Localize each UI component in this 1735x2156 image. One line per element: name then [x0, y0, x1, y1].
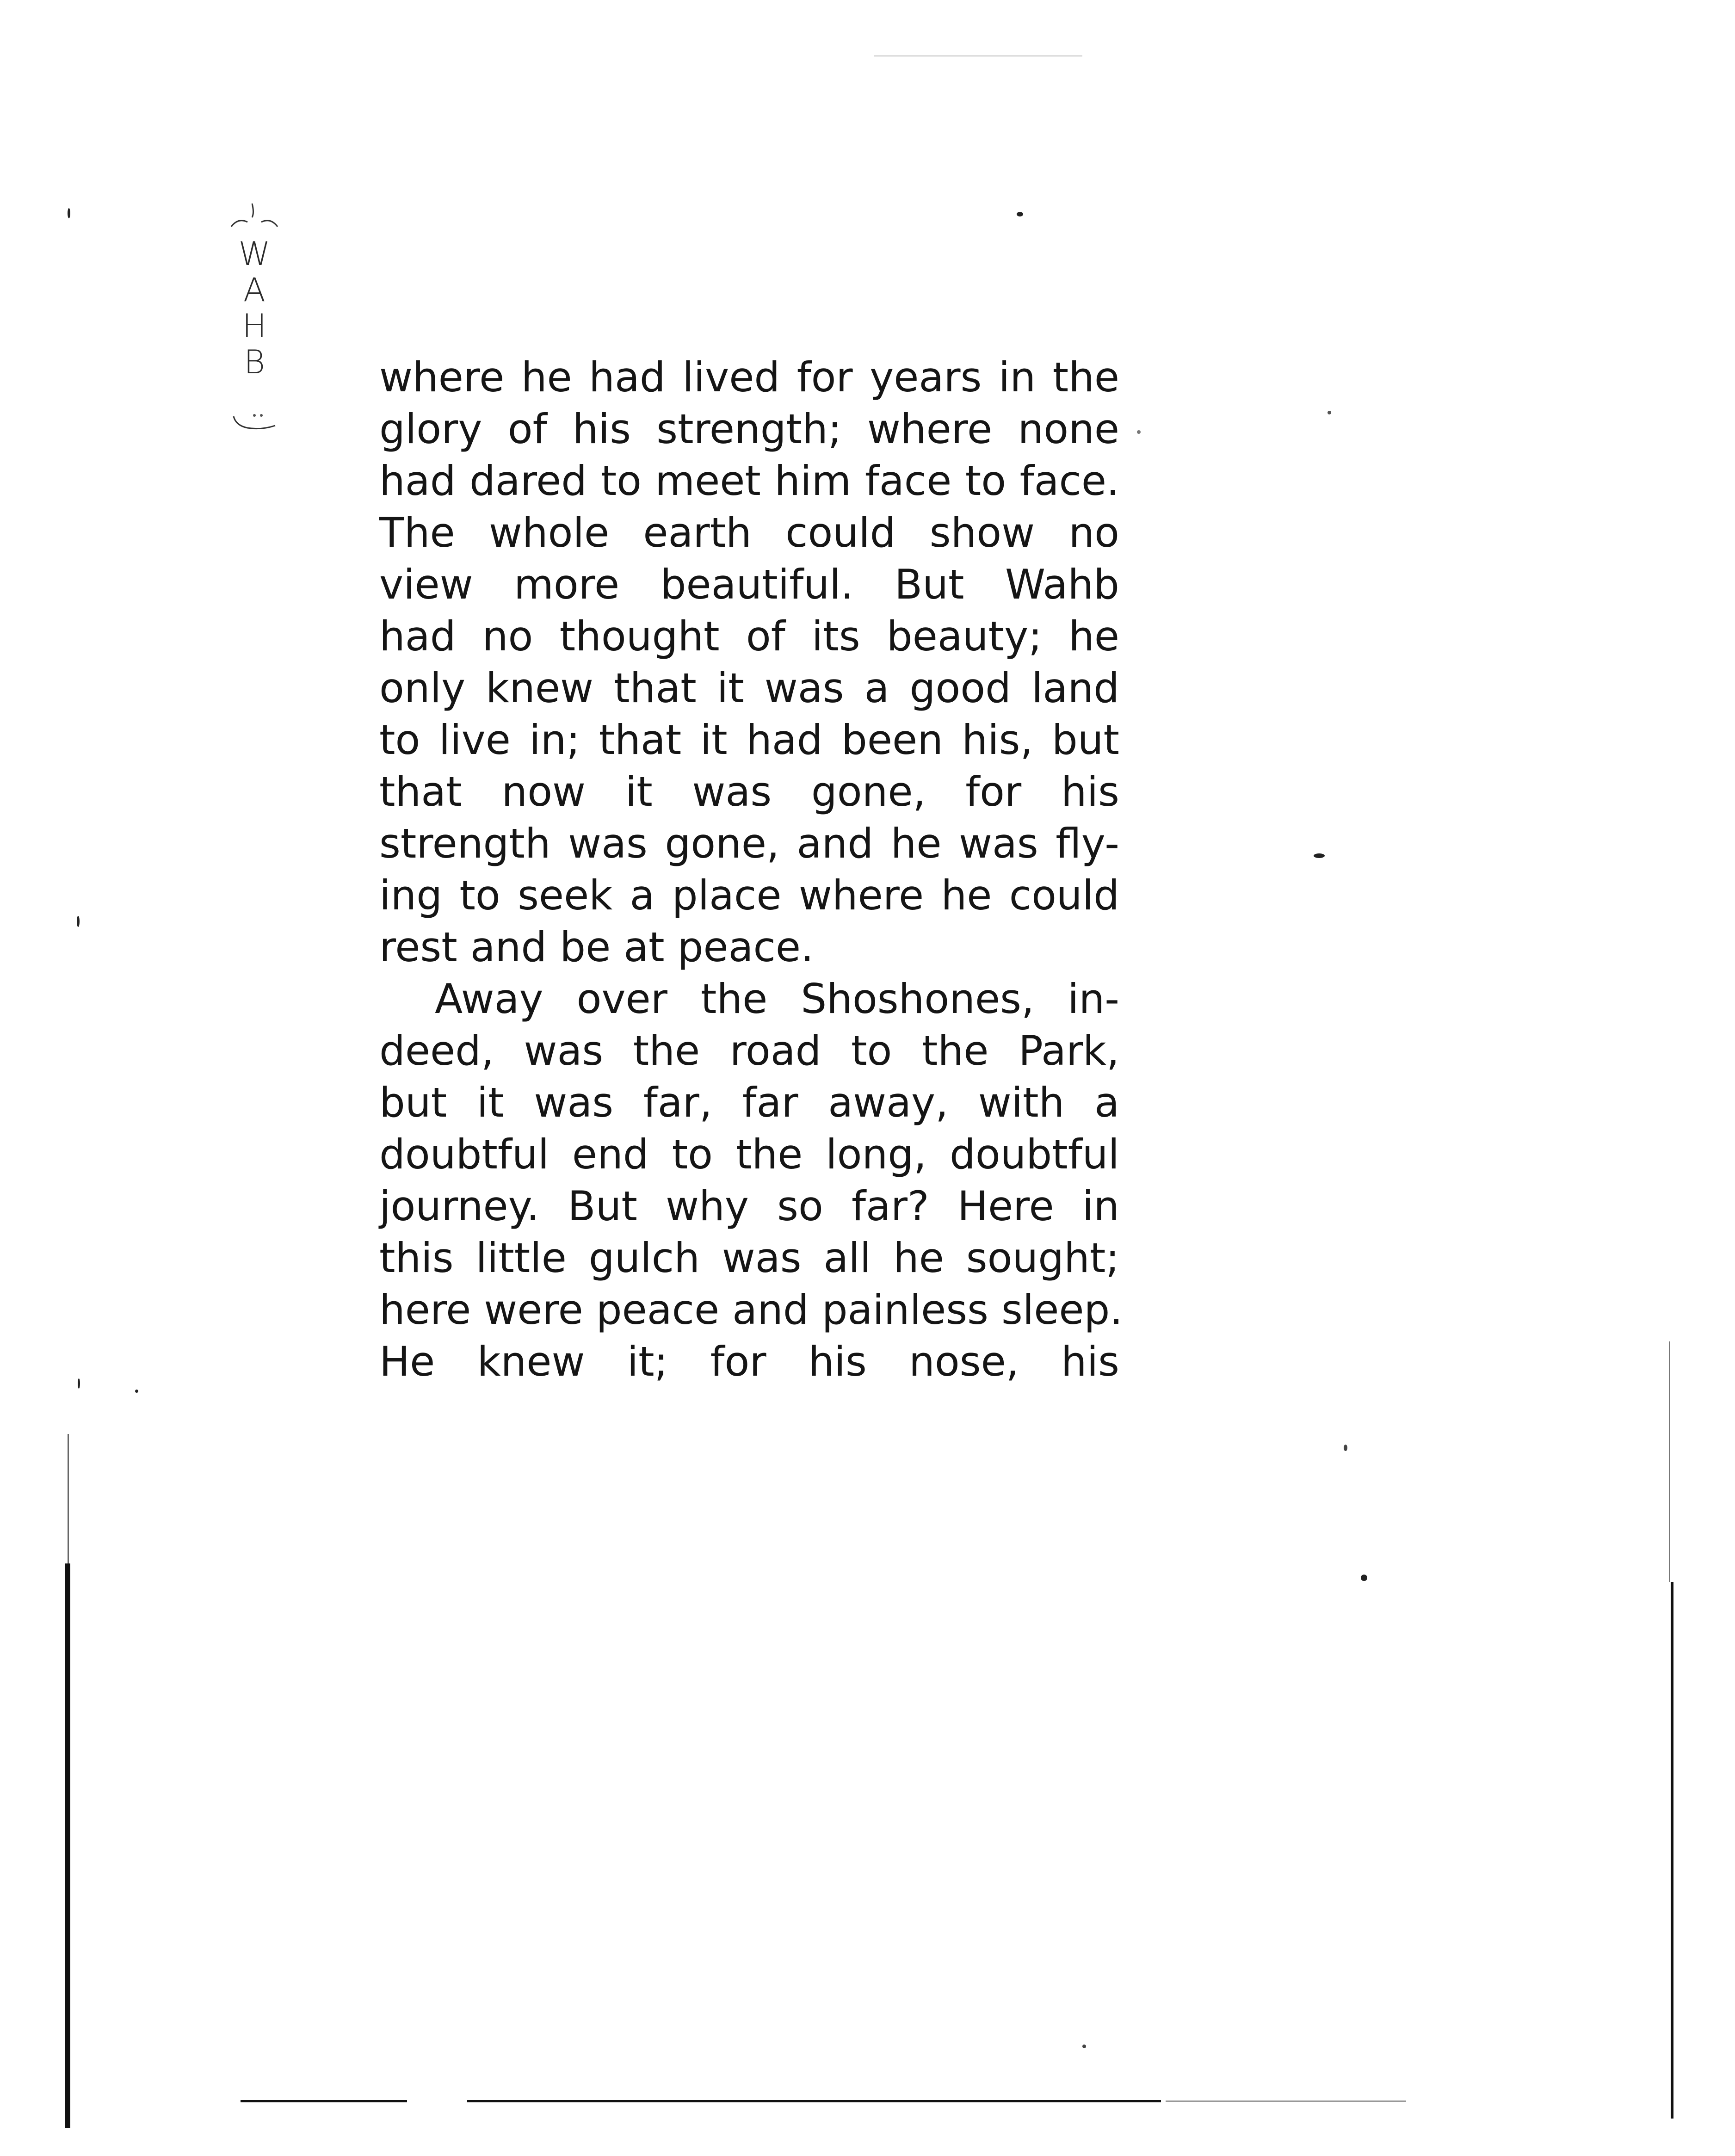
- text-line: The whole earth could show no: [379, 509, 1119, 556]
- scan-speck: [135, 1390, 138, 1393]
- bottom-scan-edge-right: [467, 2100, 1161, 2102]
- running-head-letter: A: [243, 271, 265, 309]
- text-line: doubtful end to the long, doubtful: [379, 1131, 1119, 1178]
- text-line: strength was gone, and he was fly-: [379, 820, 1119, 867]
- bottom-scan-edge-left: [241, 2100, 407, 2102]
- text-line: had dared to meet him face to face.: [379, 457, 1119, 505]
- text-line: that now it was gone, for his: [379, 768, 1119, 815]
- scan-speck: [68, 208, 70, 218]
- scan-speck: [1327, 411, 1331, 414]
- running-head: [220, 199, 289, 458]
- text-line: He knew it; for his nose, his: [379, 1338, 1119, 1385]
- text-line: glory of his strength; where none: [379, 405, 1119, 453]
- running-head-letter: H: [242, 307, 267, 345]
- text-line: where he had lived for years in the: [379, 353, 1119, 401]
- flourish-ornament-bottom-icon: [229, 412, 280, 444]
- text-line: deed, was the road to the Park,: [379, 1027, 1119, 1075]
- right-margin-scan-edge: [1671, 1582, 1673, 2119]
- scan-speck: [1017, 212, 1023, 216]
- text-line: here were peace and painless sleep.: [379, 1286, 1123, 1334]
- text-line: view more beautiful. But Wahb: [379, 561, 1119, 608]
- scan-speck: [78, 1378, 80, 1389]
- scan-speck: [1314, 853, 1325, 858]
- scan-speck: [1082, 2045, 1086, 2048]
- scan-speck: [1344, 1445, 1347, 1451]
- text-line: this little gulch was all he sought;: [379, 1234, 1119, 1282]
- text-line: rest and be at peace.: [379, 923, 814, 971]
- body-text: [379, 352, 1123, 1388]
- running-head-title: [220, 236, 289, 380]
- text-line-paragraph-start: Away over the Shoshones, in-: [435, 975, 1119, 1023]
- scan-speck: [1137, 430, 1141, 434]
- text-line: journey. But why so far? Here in: [379, 1182, 1119, 1230]
- text-line: but it was far, far away, with a: [379, 1079, 1119, 1126]
- text-line: ing to seek a place where he could: [379, 871, 1119, 919]
- scan-speck: [77, 916, 80, 927]
- left-margin-scan-edge: [65, 1563, 70, 2128]
- text-line: only knew that it was a good land: [379, 664, 1119, 712]
- text-line: had no thought of its beauty; he: [379, 612, 1119, 660]
- left-margin-scan-edge-faint: [68, 1434, 69, 1563]
- right-margin-scan-edge-faint: [1669, 1341, 1670, 1582]
- text-line: to live in; that it had been his, but: [379, 716, 1119, 764]
- scan-speck: [1361, 1575, 1367, 1581]
- bottom-scan-edge-dashes: [1166, 2100, 1406, 2102]
- flourish-ornament-top-icon: [229, 199, 280, 231]
- running-head-letter: B: [244, 343, 265, 381]
- running-head-letter: W: [238, 235, 271, 273]
